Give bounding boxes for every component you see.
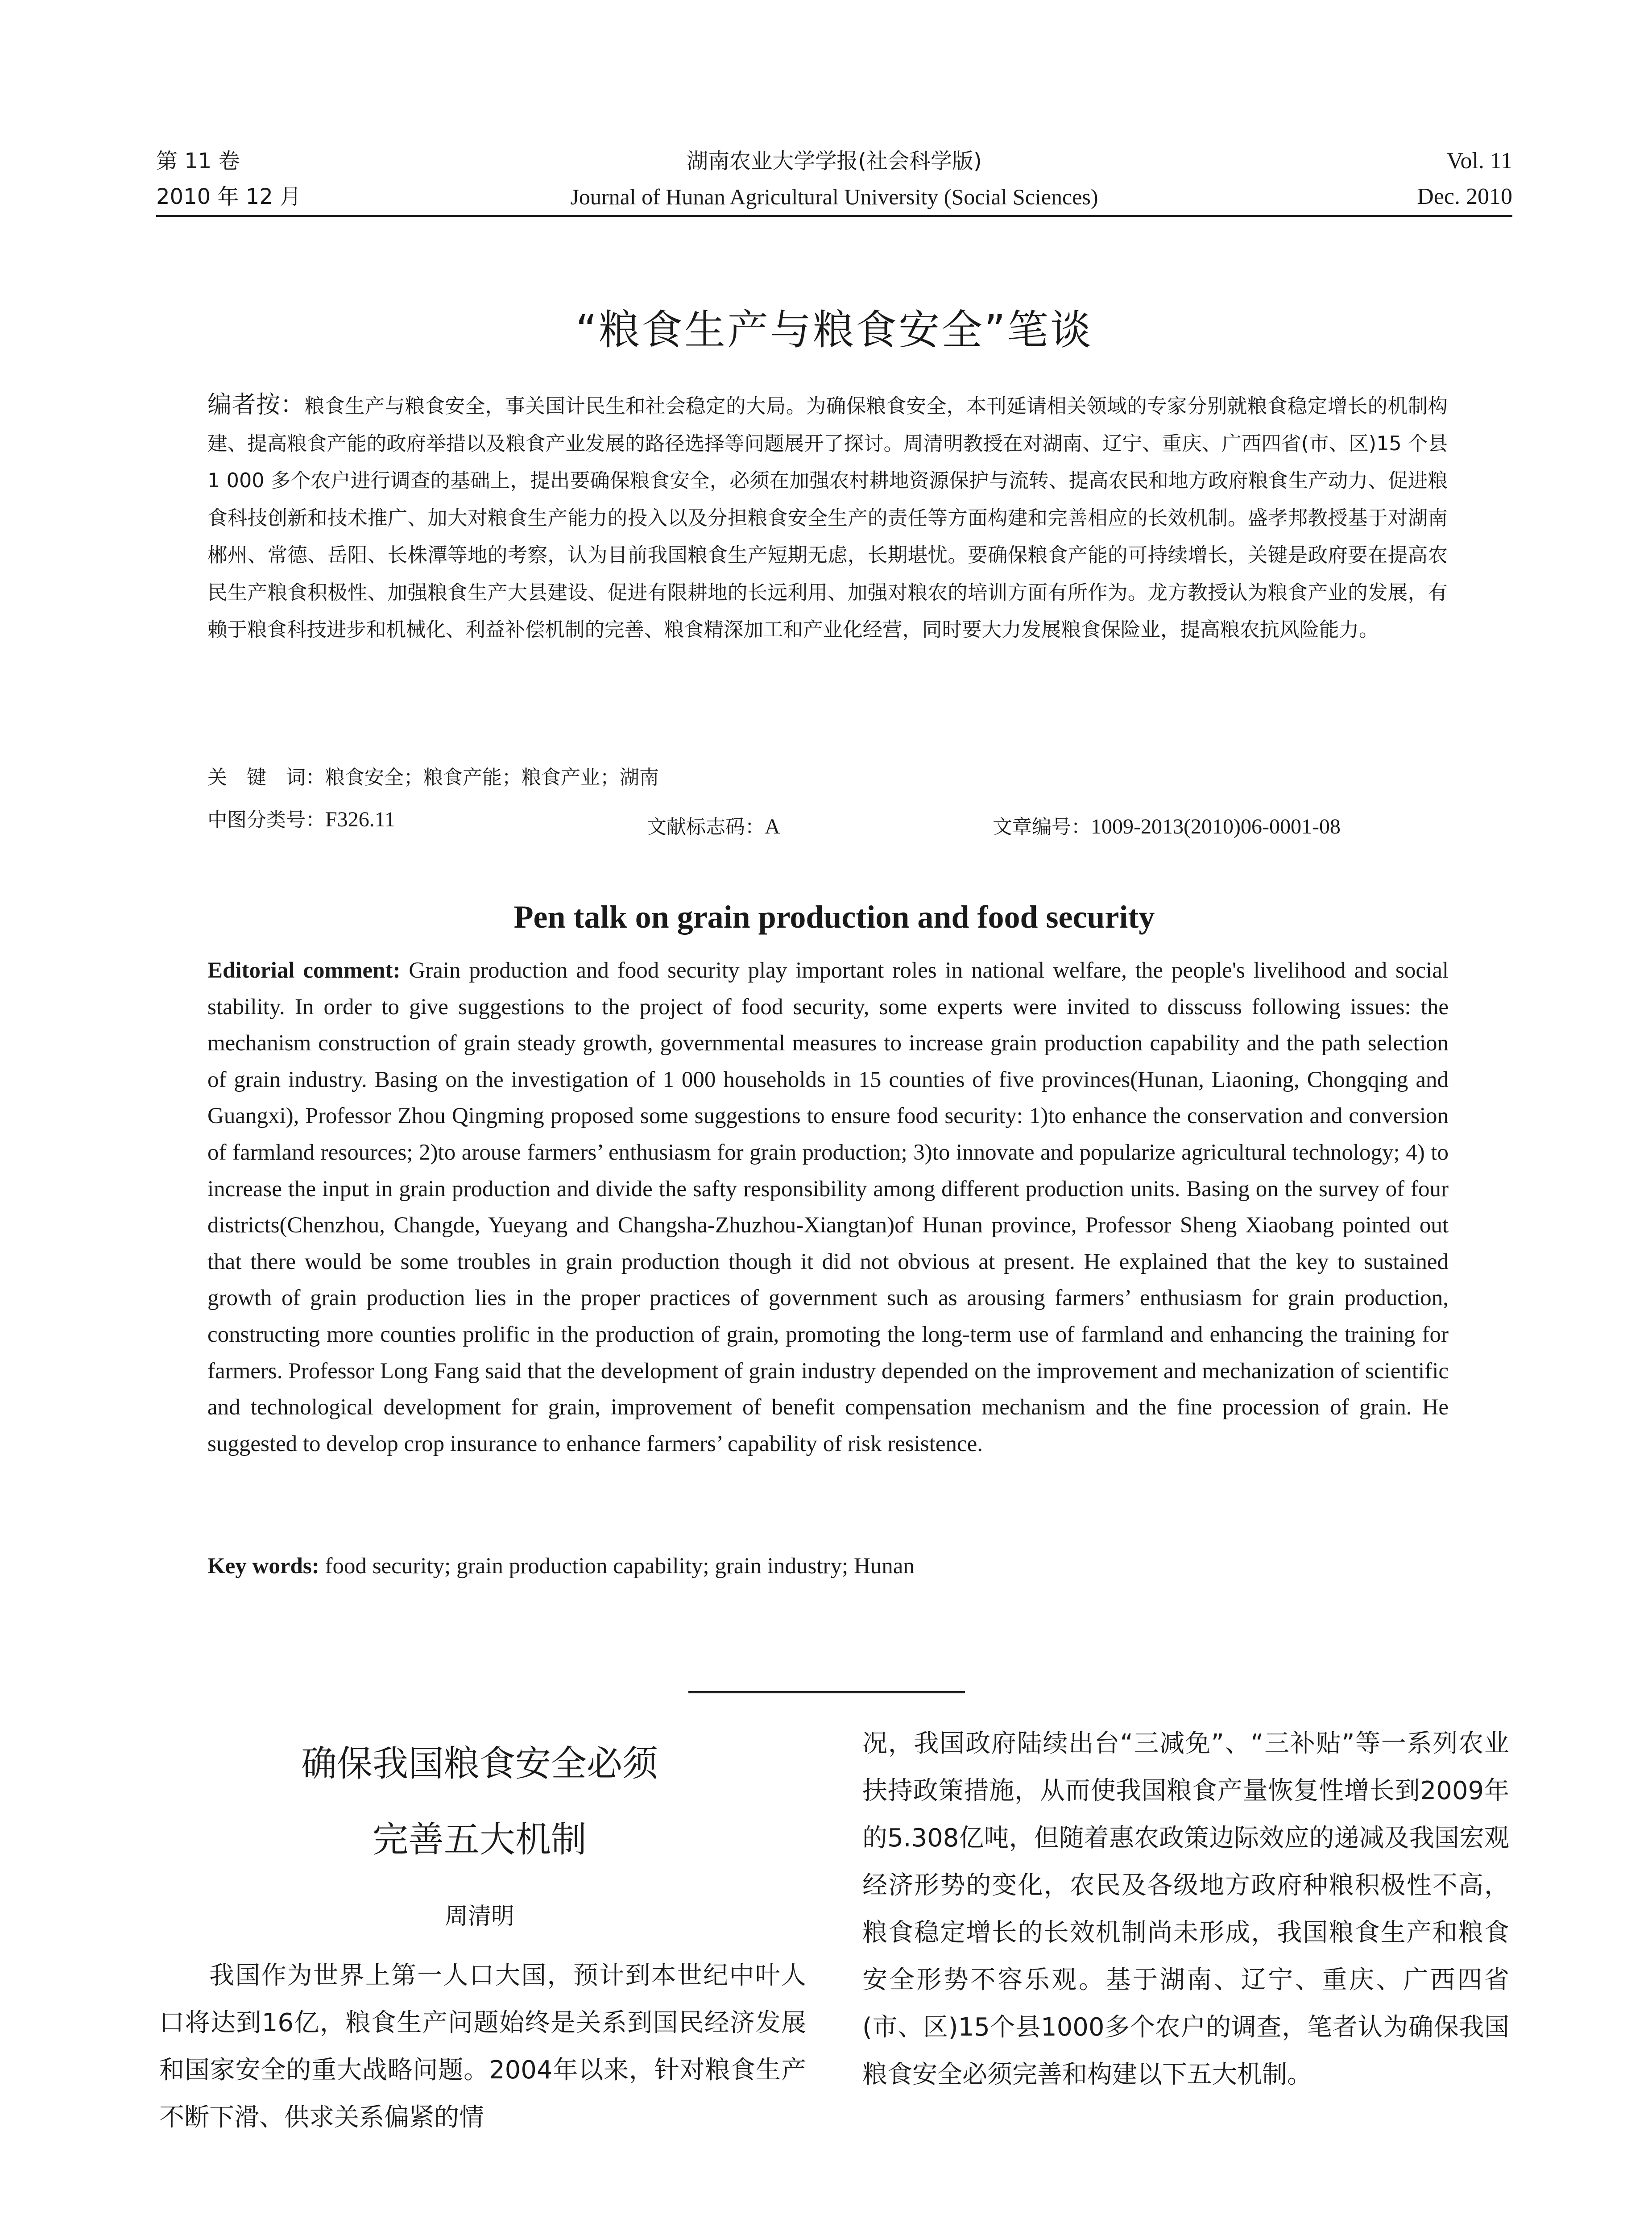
- keywords-en: [207, 1548, 1449, 1585]
- header-rule: [156, 215, 1512, 217]
- article-label: 文章编号：: [993, 816, 1091, 838]
- article-body-right-column: 况，我国政府陆续出台“三减免”、“三补贴”等一系列农业扶持政策措施，从而使我国粮食产量恢复性增长到2009年的5.308亿吨，但随着惠农政策边际效应的递减及我国宏观经济形势的变化，农民及各级地方政府种粮积极性不高，粮食稳定增长的长效机制尚未形成，我国粮食生产和粮食安全形势不容乐观。基于湖南、辽宁、重庆、广西四省(市、区)15个县1000多个农户的调查，笔者认为确保我国粮食安全必须完善和构建以下五大机制。: [862, 1729, 1509, 2089]
- article-author: 周清明: [444, 1903, 514, 1930]
- document-code: [647, 811, 780, 843]
- journal-name-cn: 湖南农业大学学报(社会科学版): [687, 149, 982, 174]
- editorial-lead-en: Editorial comment:: [207, 958, 401, 983]
- editorial-text-cn: 粮食生产与粮食安全，事关国计民生和社会稳定的大局。为确保粮食安全，本刊延请相关领域的专家分别就粮食稳定增长的机制构建、提高粮食产能的政府举措以及粮食产业发展的路径选择等问题展开了探讨。周清明教授在对湖南、辽宁、重庆、广西四省(市、区)15 个县 1 000 多个农户进行调查的基础上，提出要确保粮食安全，必须在加强农村耕地资源保护与流转、提高农民和地方政府粮食生产动力、促进粮食科技创新和技术推广、加大对粮食生产能力的投入以及分担粮食安全生产的责任等方面构建和完善相应的长效机制。盛孝邦教授基于对湖南郴州、常德、岳阳、长株潭等地的考察，认为目前我国粮食生产短期无虑，长期堪忧。要确保粮食产能的可持续增长，关键是政府要在提高农民生产粮食积极性、加强粮食生产大县建设、促进有限耕地的长远利用、加强对粮农的培训方面有所作为。龙方教授认为粮食产业的发展，有赖于粮食科技进步和机械化、利益补偿机制的完善、粮食精深加工和产业化经营，同时要大力发展粮食保险业，提高粮农抗风险能力。: [207, 395, 1448, 641]
- keywords-label-en: Key words:: [207, 1554, 319, 1579]
- keywords-text-cn: 粮食安全；粮食产能；粮食产业；湖南: [325, 766, 659, 789]
- article-value: 1009-2013(2010)06-0001-08: [1091, 815, 1341, 838]
- page-title-cn: “粮食生产与粮食安全”笔谈: [576, 306, 1093, 354]
- keywords-label-cn: 关 键 词：: [207, 766, 325, 789]
- editorial-note-cn: [207, 386, 1448, 649]
- editorial-comment-en: [207, 953, 1449, 1462]
- date-cn: 2010 年 12 月: [156, 184, 302, 209]
- article-title-line2: 完善五大机制: [373, 1819, 587, 1860]
- article-number: [993, 811, 1341, 843]
- editorial-lead-cn: 编者按：: [207, 390, 305, 419]
- keywords-cn: [207, 762, 659, 793]
- volume-cn: 第 11 卷: [156, 149, 240, 174]
- article-body-left-column: 我国作为世界上第一人口大国，预计到本世纪中叶人口将达到16亿，粮食生产问题始终是关系到国民经济发展和国家安全的重大战略问题。2004年以来，针对粮食生产不断下滑、供求关系偏紧的情: [159, 1961, 806, 2132]
- editorial-text-en: Grain production and food security play important roles in national welfare, the people's livelihood and social stability. In order to give suggestions to the project of food security, some experts were invited to disscuss following issues: the mechanism construction of grain steady growth, governmental measures to increase grain production capability and the path selection of grain industry. Basing on the investigation of 1 000 households in 15 counties of five provinces(Hunan, Liaoning, Chongqing and Guangxi), Professor Zhou Qingming proposed some suggestions to ensure food security: 1)to enhance the conservation and conversion of farmland resources; 2)to arouse farmers’ enthusiasm for grain production; 3)to innovate and popularize agricultural technology; 4) to increase the input in grain production and divide the safty responsibility among different production units. Basing on the survey of four districts(Chenzhou, Changde, Yueyang and Changsha-Zhuzhou-Xiangtan)of Hunan province, Professor Sheng Xiaobang pointed out that there would be some troubles in grain production though it did not obvious at present. He explained that the key to sustained growth of grain production lies in the proper practices of government such as arousing farmers’ enthusiasm for grain production, constructing more counties prolific in the production of grain, promoting the long-term use of farmland and enhancing the training for farmers. Professor Long Fang said that the development of grain industry depended on the improvement and mechanization of scientific and technological development for grain, improvement of benefit compensation mechanism and the fine procession of grain. He suggested to develop crop insurance to enhance farmers’ capability of risk resistence.: [207, 958, 1449, 1456]
- volume-en: Vol. 11: [1446, 148, 1512, 174]
- running-header: [156, 145, 1512, 216]
- article-title-line1: 确保我国粮食安全必须: [301, 1743, 658, 1784]
- clc-number: [207, 804, 395, 836]
- journal-name-en: Journal of Hunan Agricultural University (Social Sciences): [570, 184, 1098, 209]
- doc-value: A: [765, 815, 780, 838]
- doc-label: 文献标志码：: [647, 816, 765, 838]
- keywords-text-en: food security; grain production capability; grain industry; Hunan: [325, 1554, 915, 1579]
- clc-label: 中图分类号：: [207, 809, 325, 831]
- date-en: Dec. 2010: [1417, 184, 1512, 209]
- page-title-en: Pen talk on grain production and food security: [513, 899, 1155, 935]
- section-separator: [688, 1691, 965, 1693]
- clc-value: F326.11: [325, 808, 395, 831]
